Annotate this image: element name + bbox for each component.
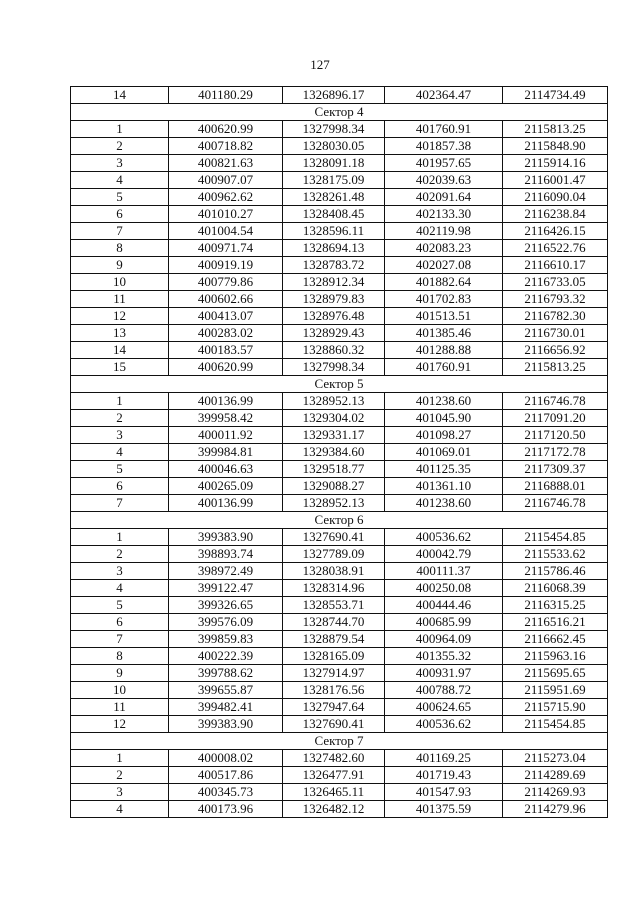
sector-title: Сектор 7 bbox=[71, 733, 608, 750]
table-row bbox=[71, 427, 608, 444]
coordinate-cell: 402027.08 bbox=[385, 257, 503, 274]
coordinate-cell: 1328744.70 bbox=[283, 614, 385, 631]
coordinate-cell: 400971.74 bbox=[169, 240, 283, 257]
coordinate-cell: 400265.09 bbox=[169, 478, 283, 495]
coordinate-cell: 1328952.13 bbox=[283, 495, 385, 512]
coordinate-cell: 400136.99 bbox=[169, 495, 283, 512]
table-row bbox=[71, 614, 608, 631]
coordinate-cell: 401010.27 bbox=[169, 206, 283, 223]
coordinate-cell: 1329331.17 bbox=[283, 427, 385, 444]
point-number-cell: 2 bbox=[71, 767, 169, 784]
point-number-cell: 11 bbox=[71, 291, 169, 308]
coordinate-cell: 2117172.78 bbox=[503, 444, 608, 461]
point-number-cell: 9 bbox=[71, 665, 169, 682]
coordinate-cell: 2114734.49 bbox=[503, 87, 608, 104]
coordinate-cell: 400517.86 bbox=[169, 767, 283, 784]
point-number-cell: 2 bbox=[71, 138, 169, 155]
coordinate-cell: 400624.65 bbox=[385, 699, 503, 716]
coordinate-cell: 400907.07 bbox=[169, 172, 283, 189]
coordinate-cell: 400620.99 bbox=[169, 121, 283, 138]
sector-header-row bbox=[71, 512, 608, 529]
coordinate-cell: 1326477.91 bbox=[283, 767, 385, 784]
coordinate-cell: 1329088.27 bbox=[283, 478, 385, 495]
coordinate-cell: 1328553.71 bbox=[283, 597, 385, 614]
point-number-cell: 2 bbox=[71, 546, 169, 563]
table-row bbox=[71, 529, 608, 546]
coordinate-cell: 1326465.11 bbox=[283, 784, 385, 801]
coordinate-cell: 401288.88 bbox=[385, 342, 503, 359]
point-number-cell: 2 bbox=[71, 410, 169, 427]
coordinate-cell: 400183.57 bbox=[169, 342, 283, 359]
table-row bbox=[71, 308, 608, 325]
coordinate-cell: 1328314.96 bbox=[283, 580, 385, 597]
point-number-cell: 10 bbox=[71, 274, 169, 291]
point-number-cell: 4 bbox=[71, 801, 169, 818]
table-row bbox=[71, 444, 608, 461]
coordinate-cell: 402083.23 bbox=[385, 240, 503, 257]
coordinate-cell: 2114289.69 bbox=[503, 767, 608, 784]
coordinate-cell: 1328860.32 bbox=[283, 342, 385, 359]
coordinate-cell: 1328038.91 bbox=[283, 563, 385, 580]
coordinate-cell: 401180.29 bbox=[169, 87, 283, 104]
coordinate-cell: 400136.99 bbox=[169, 393, 283, 410]
coordinate-cell: 402133.30 bbox=[385, 206, 503, 223]
point-number-cell: 12 bbox=[71, 716, 169, 733]
point-number-cell: 5 bbox=[71, 597, 169, 614]
coordinate-cell: 401125.35 bbox=[385, 461, 503, 478]
table-row bbox=[71, 223, 608, 240]
coordinate-cell: 400046.63 bbox=[169, 461, 283, 478]
coordinate-cell: 399383.90 bbox=[169, 529, 283, 546]
coordinate-cell: 2116730.01 bbox=[503, 325, 608, 342]
coordinate-cell: 401355.32 bbox=[385, 648, 503, 665]
coordinates-table bbox=[70, 86, 608, 818]
coordinate-cell: 2116516.21 bbox=[503, 614, 608, 631]
coordinate-cell: 399984.81 bbox=[169, 444, 283, 461]
table-row bbox=[71, 240, 608, 257]
table-row bbox=[71, 580, 608, 597]
coordinate-cell: 2116746.78 bbox=[503, 495, 608, 512]
coordinate-cell: 1328261.48 bbox=[283, 189, 385, 206]
table-row bbox=[71, 155, 608, 172]
coordinate-cell: 2116522.76 bbox=[503, 240, 608, 257]
table-row bbox=[71, 410, 608, 427]
coordinate-cell: 401760.91 bbox=[385, 121, 503, 138]
coordinate-cell: 400111.37 bbox=[385, 563, 503, 580]
table-row bbox=[71, 665, 608, 682]
table-row bbox=[71, 257, 608, 274]
coordinate-cell: 1328912.34 bbox=[283, 274, 385, 291]
table-row bbox=[71, 291, 608, 308]
coordinate-cell: 1327947.64 bbox=[283, 699, 385, 716]
table-row bbox=[71, 495, 608, 512]
coordinate-cell: 2115454.85 bbox=[503, 529, 608, 546]
coordinate-cell: 400345.73 bbox=[169, 784, 283, 801]
coordinate-cell: 401857.38 bbox=[385, 138, 503, 155]
point-number-cell: 4 bbox=[71, 580, 169, 597]
table-row bbox=[71, 478, 608, 495]
table-row bbox=[71, 631, 608, 648]
coordinate-cell: 1327914.97 bbox=[283, 665, 385, 682]
coordinate-cell: 399859.83 bbox=[169, 631, 283, 648]
table-row bbox=[71, 138, 608, 155]
coordinate-cell: 1328879.54 bbox=[283, 631, 385, 648]
table-row bbox=[71, 461, 608, 478]
coordinate-cell: 1328694.13 bbox=[283, 240, 385, 257]
point-number-cell: 3 bbox=[71, 784, 169, 801]
coordinate-cell: 1328030.05 bbox=[283, 138, 385, 155]
table-row bbox=[71, 563, 608, 580]
table-row bbox=[71, 597, 608, 614]
coordinate-cell: 1328783.72 bbox=[283, 257, 385, 274]
coordinate-cell: 400536.62 bbox=[385, 716, 503, 733]
coordinate-cell: 400788.72 bbox=[385, 682, 503, 699]
point-number-cell: 1 bbox=[71, 393, 169, 410]
point-number-cell: 6 bbox=[71, 206, 169, 223]
coordinate-cell: 1326896.17 bbox=[283, 87, 385, 104]
coordinate-cell: 1329384.60 bbox=[283, 444, 385, 461]
coordinate-cell: 2115848.90 bbox=[503, 138, 608, 155]
point-number-cell: 6 bbox=[71, 614, 169, 631]
coordinate-cell: 2116610.17 bbox=[503, 257, 608, 274]
point-number-cell: 7 bbox=[71, 631, 169, 648]
point-number-cell: 8 bbox=[71, 648, 169, 665]
coordinate-cell: 2116001.47 bbox=[503, 172, 608, 189]
coordinate-cell: 400008.02 bbox=[169, 750, 283, 767]
coordinate-cell: 400821.63 bbox=[169, 155, 283, 172]
point-number-cell: 3 bbox=[71, 427, 169, 444]
coordinate-cell: 1328952.13 bbox=[283, 393, 385, 410]
coordinate-cell: 399576.09 bbox=[169, 614, 283, 631]
coordinate-cell: 2115813.25 bbox=[503, 359, 608, 376]
coordinate-cell: 2115951.69 bbox=[503, 682, 608, 699]
coordinate-cell: 401004.54 bbox=[169, 223, 283, 240]
point-number-cell: 9 bbox=[71, 257, 169, 274]
table-row bbox=[71, 206, 608, 223]
coordinate-cell: 2115914.16 bbox=[503, 155, 608, 172]
coordinate-cell: 2114269.93 bbox=[503, 784, 608, 801]
coordinate-cell: 1327690.41 bbox=[283, 716, 385, 733]
coordinate-cell: 2115695.65 bbox=[503, 665, 608, 682]
coordinate-cell: 400222.39 bbox=[169, 648, 283, 665]
table-row bbox=[71, 274, 608, 291]
point-number-cell: 14 bbox=[71, 342, 169, 359]
coordinate-cell: 2116426.15 bbox=[503, 223, 608, 240]
coordinate-cell: 400919.19 bbox=[169, 257, 283, 274]
coordinate-cell: 2116238.84 bbox=[503, 206, 608, 223]
coordinate-cell: 402039.63 bbox=[385, 172, 503, 189]
coordinate-cell: 402119.98 bbox=[385, 223, 503, 240]
table-row bbox=[71, 342, 608, 359]
coordinate-cell: 2116068.39 bbox=[503, 580, 608, 597]
table-row bbox=[71, 189, 608, 206]
coordinate-cell: 2114279.96 bbox=[503, 801, 608, 818]
coordinate-cell: 400173.96 bbox=[169, 801, 283, 818]
coordinate-cell: 401882.64 bbox=[385, 274, 503, 291]
coordinate-cell: 1328929.43 bbox=[283, 325, 385, 342]
coordinate-cell: 401238.60 bbox=[385, 495, 503, 512]
coordinate-cell: 1329304.02 bbox=[283, 410, 385, 427]
coordinate-cell: 1327998.34 bbox=[283, 359, 385, 376]
point-number-cell: 6 bbox=[71, 478, 169, 495]
point-number-cell: 14 bbox=[71, 87, 169, 104]
coordinate-cell: 1328596.11 bbox=[283, 223, 385, 240]
coordinate-cell: 2115454.85 bbox=[503, 716, 608, 733]
coordinate-cell: 401169.25 bbox=[385, 750, 503, 767]
coordinate-cell: 400962.62 bbox=[169, 189, 283, 206]
coordinate-cell: 398972.49 bbox=[169, 563, 283, 580]
coordinate-cell: 1328976.48 bbox=[283, 308, 385, 325]
coordinate-cell: 401719.43 bbox=[385, 767, 503, 784]
table-row bbox=[71, 325, 608, 342]
coordinate-cell: 401957.65 bbox=[385, 155, 503, 172]
table-row bbox=[71, 750, 608, 767]
coordinate-cell: 2115533.62 bbox=[503, 546, 608, 563]
sector-header-row bbox=[71, 104, 608, 121]
coordinate-cell: 2116656.92 bbox=[503, 342, 608, 359]
coordinate-cell: 401513.51 bbox=[385, 308, 503, 325]
coordinate-cell: 400413.07 bbox=[169, 308, 283, 325]
coordinate-cell: 401238.60 bbox=[385, 393, 503, 410]
coordinate-cell: 2116888.01 bbox=[503, 478, 608, 495]
coordinate-cell: 399122.47 bbox=[169, 580, 283, 597]
coordinate-cell: 400931.97 bbox=[385, 665, 503, 682]
point-number-cell: 12 bbox=[71, 308, 169, 325]
coordinate-cell: 2115715.90 bbox=[503, 699, 608, 716]
coordinate-cell: 401098.27 bbox=[385, 427, 503, 444]
sector-header-row bbox=[71, 376, 608, 393]
coordinate-cell: 401045.90 bbox=[385, 410, 503, 427]
point-number-cell: 1 bbox=[71, 750, 169, 767]
coordinate-cell: 2116746.78 bbox=[503, 393, 608, 410]
table-row bbox=[71, 648, 608, 665]
table-row bbox=[71, 699, 608, 716]
coordinate-cell: 400011.92 bbox=[169, 427, 283, 444]
coordinate-cell: 400536.62 bbox=[385, 529, 503, 546]
coordinate-cell: 402091.64 bbox=[385, 189, 503, 206]
point-number-cell: 8 bbox=[71, 240, 169, 257]
coordinate-cell: 1326482.12 bbox=[283, 801, 385, 818]
coordinate-cell: 2116315.25 bbox=[503, 597, 608, 614]
coordinate-cell: 401547.93 bbox=[385, 784, 503, 801]
coordinate-cell: 1327482.60 bbox=[283, 750, 385, 767]
coordinate-cell: 2115813.25 bbox=[503, 121, 608, 138]
table-row bbox=[71, 546, 608, 563]
coordinate-cell: 2117091.20 bbox=[503, 410, 608, 427]
coordinate-cell: 401385.46 bbox=[385, 325, 503, 342]
coordinate-cell: 2117309.37 bbox=[503, 461, 608, 478]
point-number-cell: 11 bbox=[71, 699, 169, 716]
sector-title: Сектор 4 bbox=[71, 104, 608, 121]
table-row bbox=[71, 767, 608, 784]
table-row bbox=[71, 801, 608, 818]
coordinate-cell: 2115273.04 bbox=[503, 750, 608, 767]
coordinate-cell: 400250.08 bbox=[385, 580, 503, 597]
coordinate-cell: 1327789.09 bbox=[283, 546, 385, 563]
coordinate-cell: 398893.74 bbox=[169, 546, 283, 563]
point-number-cell: 7 bbox=[71, 495, 169, 512]
page-number: 127 bbox=[310, 57, 330, 72]
coordinate-cell: 399482.41 bbox=[169, 699, 283, 716]
point-number-cell: 3 bbox=[71, 563, 169, 580]
coordinate-cell: 399788.62 bbox=[169, 665, 283, 682]
sector-header-row bbox=[71, 733, 608, 750]
coordinate-cell: 1327998.34 bbox=[283, 121, 385, 138]
coordinate-cell: 1327690.41 bbox=[283, 529, 385, 546]
coordinate-cell: 399958.42 bbox=[169, 410, 283, 427]
coordinate-cell: 2115963.16 bbox=[503, 648, 608, 665]
coordinate-cell: 400444.46 bbox=[385, 597, 503, 614]
point-number-cell: 5 bbox=[71, 189, 169, 206]
coordinate-cell: 400283.02 bbox=[169, 325, 283, 342]
coordinate-cell: 1328408.45 bbox=[283, 206, 385, 223]
table-row bbox=[71, 784, 608, 801]
coordinate-cell: 1329518.77 bbox=[283, 461, 385, 478]
coordinate-cell: 1328165.09 bbox=[283, 648, 385, 665]
coordinate-cell: 400042.79 bbox=[385, 546, 503, 563]
point-number-cell: 10 bbox=[71, 682, 169, 699]
coordinate-cell: 1328175.09 bbox=[283, 172, 385, 189]
coordinate-cell: 401375.59 bbox=[385, 801, 503, 818]
coordinate-cell: 2115786.46 bbox=[503, 563, 608, 580]
sector-title: Сектор 5 bbox=[71, 376, 608, 393]
sector-title: Сектор 6 bbox=[71, 512, 608, 529]
coordinate-cell: 2116662.45 bbox=[503, 631, 608, 648]
table-row bbox=[71, 172, 608, 189]
point-number-cell: 1 bbox=[71, 121, 169, 138]
point-number-cell: 5 bbox=[71, 461, 169, 478]
point-number-cell: 7 bbox=[71, 223, 169, 240]
coordinate-cell: 400779.86 bbox=[169, 274, 283, 291]
coordinate-cell: 402364.47 bbox=[385, 87, 503, 104]
coordinate-cell: 400620.99 bbox=[169, 359, 283, 376]
coordinate-cell: 1328176.56 bbox=[283, 682, 385, 699]
point-number-cell: 1 bbox=[71, 529, 169, 546]
coordinate-cell: 401361.10 bbox=[385, 478, 503, 495]
coordinate-cell: 2116782.30 bbox=[503, 308, 608, 325]
point-number-cell: 4 bbox=[71, 444, 169, 461]
coordinate-cell: 2116733.05 bbox=[503, 274, 608, 291]
coordinate-cell: 1328979.83 bbox=[283, 291, 385, 308]
point-number-cell: 15 bbox=[71, 359, 169, 376]
coordinate-cell: 399655.87 bbox=[169, 682, 283, 699]
table-row bbox=[71, 716, 608, 733]
point-number-cell: 4 bbox=[71, 172, 169, 189]
coordinate-cell: 400685.99 bbox=[385, 614, 503, 631]
coordinate-cell: 2117120.50 bbox=[503, 427, 608, 444]
point-number-cell: 3 bbox=[71, 155, 169, 172]
coordinate-cell: 401702.83 bbox=[385, 291, 503, 308]
coordinate-cell: 399326.65 bbox=[169, 597, 283, 614]
coordinate-cell: 401760.91 bbox=[385, 359, 503, 376]
coordinate-cell: 399383.90 bbox=[169, 716, 283, 733]
coordinate-cell: 400602.66 bbox=[169, 291, 283, 308]
table-row bbox=[71, 682, 608, 699]
table-row bbox=[71, 359, 608, 376]
point-number-cell: 13 bbox=[71, 325, 169, 342]
coordinate-cell: 2116090.04 bbox=[503, 189, 608, 206]
coordinate-cell: 1328091.18 bbox=[283, 155, 385, 172]
coordinate-cell: 401069.01 bbox=[385, 444, 503, 461]
coordinate-cell: 400964.09 bbox=[385, 631, 503, 648]
coordinate-cell: 400718.82 bbox=[169, 138, 283, 155]
table-row bbox=[71, 121, 608, 138]
table-row bbox=[71, 393, 608, 410]
coordinate-cell: 2116793.32 bbox=[503, 291, 608, 308]
coordinates-table-body bbox=[71, 87, 608, 818]
table-row bbox=[71, 87, 608, 104]
